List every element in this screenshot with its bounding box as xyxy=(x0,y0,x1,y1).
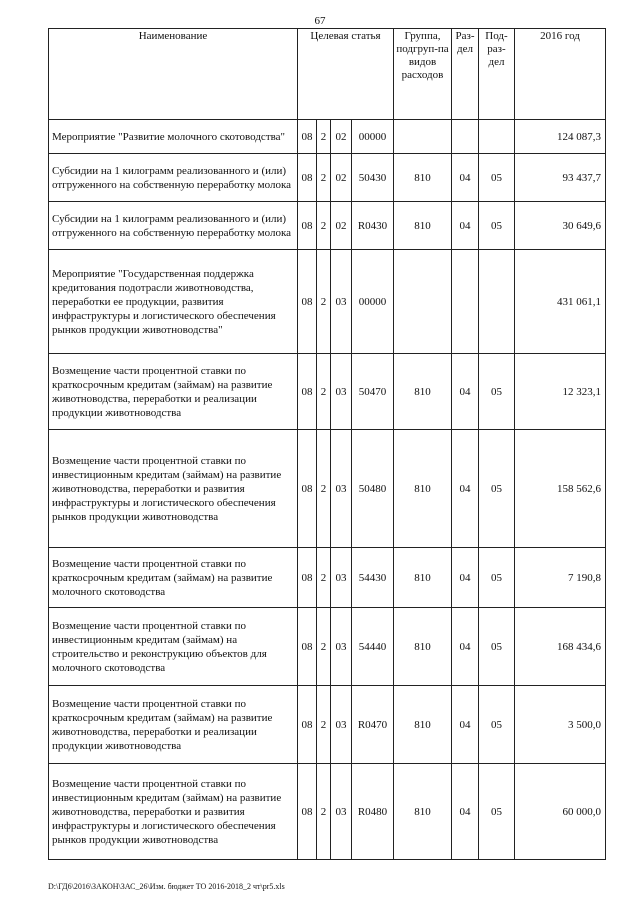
table-row xyxy=(49,430,606,548)
target-code-2: 2 xyxy=(317,202,331,250)
razdel-code: 04 xyxy=(452,430,479,548)
table-row xyxy=(49,764,606,860)
table-row xyxy=(49,154,606,202)
table-row xyxy=(49,686,606,764)
podrazdel-code: 05 xyxy=(479,764,515,860)
target-code-2: 2 xyxy=(317,154,331,202)
target-code-1: 08 xyxy=(298,354,317,430)
row-name: Возмещение части процентной ставки по инвестиционным кредитам (займам) на развитие животноводства, переработки и развития инфраструктуры и логистического обеспечения рынков продукции животноводства xyxy=(49,430,298,548)
target-code-2: 2 xyxy=(317,250,331,354)
page-number: 67 xyxy=(314,15,326,27)
expense-group: 810 xyxy=(394,608,452,686)
expense-group: 810 xyxy=(394,548,452,608)
amount-2016: 124 087,3 xyxy=(515,120,606,154)
row-name: Возмещение части процентной ставки по инвестиционным кредитам (займам) на строительство и реконструкцию объектов для молочного скотоводства xyxy=(49,608,298,686)
podrazdel-code: 05 xyxy=(479,202,515,250)
row-name: Субсидии на 1 килограмм реализованного и (или) отгруженного на собственную переработку молока xyxy=(49,154,298,202)
expense-group: 810 xyxy=(394,354,452,430)
target-code-4: 00000 xyxy=(352,250,394,354)
podrazdel-code: 05 xyxy=(479,548,515,608)
razdel-code: 04 xyxy=(452,764,479,860)
target-code-3: 03 xyxy=(331,608,352,686)
podrazdel-code: 05 xyxy=(479,608,515,686)
header-target: Целевая статья xyxy=(298,29,394,120)
target-code-4: 50430 xyxy=(352,154,394,202)
row-name: Возмещение части процентной ставки по краткосрочным кредитам (займам) на развитие молочного скотоводства xyxy=(49,548,298,608)
target-code-1: 08 xyxy=(298,430,317,548)
table-row xyxy=(49,608,606,686)
header-name: Наименование xyxy=(49,29,298,120)
target-code-4: 00000 xyxy=(352,120,394,154)
header-razdel: Раз-дел xyxy=(452,29,479,120)
target-code-2: 2 xyxy=(317,430,331,548)
target-code-4: R0470 xyxy=(352,686,394,764)
target-code-3: 02 xyxy=(331,154,352,202)
row-name: Мероприятие "Государственная поддержка кредитования подотрасли животноводства, переработки ее продукции, развития инфраструктуры и логистического обеспечения рынков продукции животноводства" xyxy=(49,250,298,354)
expense-group xyxy=(394,120,452,154)
expense-group xyxy=(394,250,452,354)
target-code-4: 54440 xyxy=(352,608,394,686)
amount-2016: 3 500,0 xyxy=(515,686,606,764)
razdel-code: 04 xyxy=(452,686,479,764)
target-code-1: 08 xyxy=(298,250,317,354)
target-code-3: 03 xyxy=(331,548,352,608)
amount-2016: 431 061,1 xyxy=(515,250,606,354)
header-row xyxy=(49,29,606,120)
row-name: Субсидии на 1 килограмм реализованного и (или) отгруженного на собственную переработку молока xyxy=(49,202,298,250)
target-code-3: 03 xyxy=(331,764,352,860)
table-row xyxy=(49,548,606,608)
amount-2016: 12 323,1 xyxy=(515,354,606,430)
expense-group: 810 xyxy=(394,154,452,202)
podrazdel-code: 05 xyxy=(479,354,515,430)
target-code-2: 2 xyxy=(317,548,331,608)
table-row xyxy=(49,202,606,250)
target-code-3: 03 xyxy=(331,686,352,764)
target-code-3: 03 xyxy=(331,430,352,548)
target-code-1: 08 xyxy=(298,548,317,608)
target-code-2: 2 xyxy=(317,120,331,154)
row-name: Возмещение части процентной ставки по краткосрочным кредитам (займам) на развитие животноводства, переработки и реализации продукции животноводства xyxy=(49,686,298,764)
target-code-4: R0430 xyxy=(352,202,394,250)
expense-group: 810 xyxy=(394,202,452,250)
header-podrazdel: Под-раз-дел xyxy=(479,29,515,120)
podrazdel-code: 05 xyxy=(479,430,515,548)
target-code-1: 08 xyxy=(298,686,317,764)
razdel-code xyxy=(452,120,479,154)
target-code-4: R0480 xyxy=(352,764,394,860)
table-row xyxy=(49,250,606,354)
target-code-3: 02 xyxy=(331,120,352,154)
podrazdel-code: 05 xyxy=(479,686,515,764)
amount-2016: 7 190,8 xyxy=(515,548,606,608)
target-code-2: 2 xyxy=(317,686,331,764)
row-name: Возмещение части процентной ставки по инвестиционным кредитам (займам) на развитие животноводства, переработки и развития инфраструктуры и логистического обеспечения рынков продукции животноводства xyxy=(49,764,298,860)
target-code-1: 08 xyxy=(298,154,317,202)
razdel-code: 04 xyxy=(452,202,479,250)
target-code-4: 50470 xyxy=(352,354,394,430)
amount-2016: 93 437,7 xyxy=(515,154,606,202)
table-row xyxy=(49,354,606,430)
amount-2016: 30 649,6 xyxy=(515,202,606,250)
razdel-code: 04 xyxy=(452,154,479,202)
target-code-3: 03 xyxy=(331,354,352,430)
podrazdel-code: 05 xyxy=(479,154,515,202)
table-row xyxy=(49,120,606,154)
target-code-4: 54430 xyxy=(352,548,394,608)
target-code-3: 03 xyxy=(331,250,352,354)
podrazdel-code xyxy=(479,120,515,154)
expense-group: 810 xyxy=(394,764,452,860)
row-name: Мероприятие "Развитие молочного скотоводства" xyxy=(49,120,298,154)
budget-table xyxy=(48,28,606,860)
razdel-code: 04 xyxy=(452,608,479,686)
target-code-1: 08 xyxy=(298,202,317,250)
amount-2016: 168 434,6 xyxy=(515,608,606,686)
target-code-1: 08 xyxy=(298,120,317,154)
target-code-4: 50480 xyxy=(352,430,394,548)
expense-group: 810 xyxy=(394,686,452,764)
expense-group: 810 xyxy=(394,430,452,548)
razdel-code: 04 xyxy=(452,548,479,608)
table-body xyxy=(49,120,606,860)
header-year: 2016 год xyxy=(515,29,606,120)
amount-2016: 60 000,0 xyxy=(515,764,606,860)
target-code-2: 2 xyxy=(317,608,331,686)
amount-2016: 158 562,6 xyxy=(515,430,606,548)
file-path-footer: D:\ГД6\2016\ЗАКОН\ЗАС_26\Изм. бюджет ТО 2016-2018_2 чт\pr5.xls xyxy=(48,882,285,891)
target-code-2: 2 xyxy=(317,764,331,860)
razdel-code: 04 xyxy=(452,354,479,430)
podrazdel-code xyxy=(479,250,515,354)
target-code-3: 02 xyxy=(331,202,352,250)
razdel-code xyxy=(452,250,479,354)
target-code-1: 08 xyxy=(298,608,317,686)
target-code-1: 08 xyxy=(298,764,317,860)
header-group: Группа, подгруп-па видов расходов xyxy=(394,29,452,120)
row-name: Возмещение части процентной ставки по краткосрочным кредитам (займам) на развитие животноводства, переработки и реализации продукции животноводства xyxy=(49,354,298,430)
target-code-2: 2 xyxy=(317,354,331,430)
